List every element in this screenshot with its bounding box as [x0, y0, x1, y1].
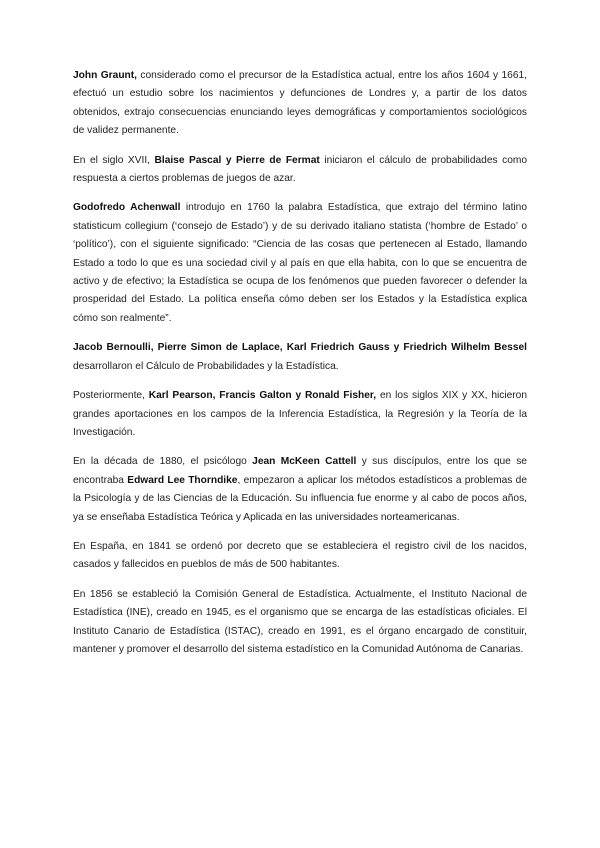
paragraph-text: introdujo en 1760 la palabra Estadística, que extrajo del término latino statisticum collegium (‘consejo de Estado’) y de su derivado italiano statista (‘hombre de Estado’ o ‘político’), con el siguiente significado: “Ciencia de las cosas que pertenecen al Estado, llamando Estado a todo lo que es una sociedad civil y al país en que ella habita, con lo que se encuentra de activo y de efectivo; la Estadística se ocupa de los fenómenos que pueden favorecer o defender la prosperidad del Estado. La política enseña cómo deben ser los Estados y la Estadística explica cómo son realmente”. [73, 202, 527, 324]
paragraph-cattell [73, 453, 527, 527]
paragraph-text: Posteriormente, [73, 390, 149, 402]
paragraph-text: iniciaron el cálculo de probabilidades como respuesta a ciertos problemas de juegos de azar. [73, 154, 528, 185]
paragraph-graunt [73, 67, 527, 141]
paragraph-pascal-fermat [73, 152, 527, 189]
paragraph-achenwall [73, 199, 527, 328]
paragraph-text: , empezaron a aplicar los métodos estadísticos a problemas de la Psicología y de las Ciencias de la Educación. Su influencia fue enorme y al cabo de pocos años, ya se enseñaba Estadística Teórica y Aplicada en las universidades norteamericanas. [73, 474, 527, 523]
paragraph-text: considerado como el precursor de la Estadística actual, entre los años 1604 y 1661, efectuó un estudio sobre los nacimientos y defunciones de Londres y, a partir de los datos obtenidos, extrajo consecuencias enunciando leyes demográficas y comportamientos sociológicos de validez permanente. [73, 70, 527, 137]
paragraph-ine-istac [73, 586, 527, 660]
name-pascal-fermat: Blaise Pascal y Pierre de Fermat [154, 154, 320, 166]
name-achenwall: Godofredo Achenwall [73, 202, 181, 214]
paragraph-text: En 1856 se estableció la Comisión General de Estadística. Actualmente, el Instituto Nacional de Estadística (INE), creado en 1945, es el organismo que se encarga de las estadísticas oficiales. El Instituto Canario de Estadística (ISTAC), creado en 1991, es el órgano encargado de constituir, mantener y promover el desarrollo del sistema estadístico en la Comunidad Autónoma de Canarias. [73, 588, 527, 655]
paragraph-text: desarrollaron el Cálculo de Probabilidades y la Estadística. [73, 360, 339, 372]
name-bernoulli-laplace-gauss-bessel: Jacob Bernoulli, Pierre Simon de Laplace, Karl Friedrich Gauss y Friedrich Wilhelm Bessel [73, 342, 527, 354]
name-pearson-galton-fisher: Karl Pearson, Francis Galton y Ronald Fisher, [148, 390, 377, 402]
paragraph-espana [73, 538, 527, 575]
document-body [73, 67, 527, 670]
name-thorndike: Edward Lee Thorndike [127, 474, 238, 486]
paragraph-pearson [73, 387, 527, 442]
name-cattell: Jean McKeen Cattell [252, 456, 357, 468]
name-john-graunt: John Graunt, [73, 70, 137, 81]
paragraph-bernoulli [73, 339, 527, 376]
paragraph-text: En España, en 1841 se ordenó por decreto que se estableciera el registro civil de los nacidos, casados y fallecidos en pueblos de más de 500 habitantes. [73, 540, 527, 571]
paragraph-text: y sus discípulos, entre los que se encontraba [73, 456, 527, 486]
paragraph-text: En el siglo XVII, [73, 154, 155, 166]
paragraph-text: En la década de 1880, el psicólogo [73, 456, 253, 468]
paragraph-text: en los siglos XIX y XX, hicieron grandes aportaciones en los campos de la Inferencia Estadística, la Regresión y la Teoría de la Investigación. [73, 390, 527, 438]
